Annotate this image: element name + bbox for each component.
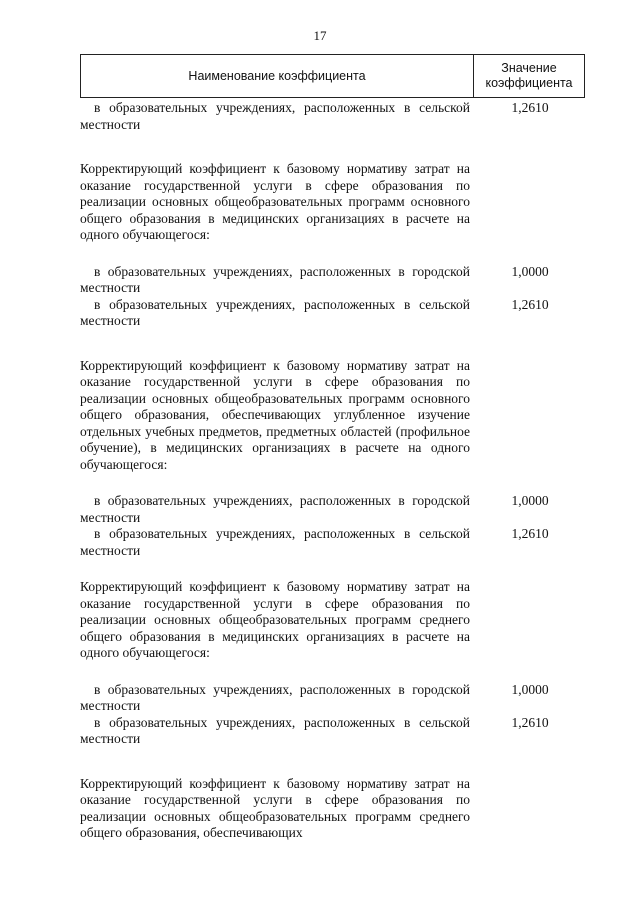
row-value: 1,2610	[511, 296, 549, 312]
coefficient-table-header	[80, 54, 585, 98]
coefficient-section-heading	[80, 776, 585, 842]
row-value: 1,0000	[511, 263, 549, 279]
row-value: 1,2610	[511, 714, 549, 730]
coefficient-row	[80, 297, 585, 330]
row-value: 1,2610	[511, 526, 549, 541]
section-label: Корректирующий коэффициент к базовому нормативу затрат на оказание государственной услуги в сфере образования по реализации основных общеобразовательных программ основного общего образования в медицинских организациях в расчете на одного обучающегося:	[80, 161, 470, 242]
row-value: 1,2610	[511, 100, 549, 115]
column-header-value: Значение коэффициента	[485, 61, 573, 90]
coefficient-section-heading	[80, 358, 585, 474]
section-label: Корректирующий коэффициент к базовому нормативу затрат на оказание государственной услуги в сфере образования по реализации основных общеобразовательных программ среднего общего образования в медицинских организациях в расчете на одного обучающегося:	[80, 579, 470, 660]
section-label: Корректирующий коэффициент к базовому нормативу затрат на оказание государственной услуги в сфере образования по реализации основных общеобразовательных программ среднего общего образования, обеспечивающих	[80, 775, 470, 840]
row-label: в образовательных учреждениях, расположенных в сельской местности	[80, 296, 470, 328]
row-label: в образовательных учреждениях, расположенных в сельской местности	[80, 526, 470, 558]
row-label: в образовательных учреждениях, расположенных в городской местности	[80, 263, 470, 295]
row-value: 1,0000	[511, 493, 549, 508]
coefficient-row	[80, 526, 585, 559]
coefficient-row	[80, 493, 585, 526]
page-number: 17	[313, 28, 327, 43]
section-label: Корректирующий коэффициент к базовому нормативу затрат на оказание государственной услуги в сфере образования по реализации основных общеобразовательных программ основного общего образования, обеспечивающих углубленное изучение отдельных учебных предметов, предметных областей (профильное обучение), в медицинских организациях в расчете на одного обучающегося:	[80, 357, 470, 472]
row-label: в образовательных учреждениях, расположенных в сельской местности	[80, 714, 470, 746]
row-label: в образовательных учреждениях, расположенных в городской местности	[80, 493, 470, 525]
coefficient-row	[80, 264, 585, 297]
row-label: в образовательных учреждениях, расположенных в городской местности	[80, 681, 470, 713]
coefficient-section-heading	[80, 579, 585, 662]
coefficient-row	[80, 682, 585, 715]
row-label: в образовательных учреждениях, расположенных в сельской местности	[80, 100, 470, 132]
coefficient-row	[80, 100, 585, 133]
coefficient-row	[80, 715, 585, 748]
column-header-name: Наименование коэффициента	[81, 55, 474, 97]
coefficient-section-heading	[80, 161, 585, 244]
row-value: 1,0000	[511, 681, 549, 697]
coefficient-list	[80, 100, 585, 842]
